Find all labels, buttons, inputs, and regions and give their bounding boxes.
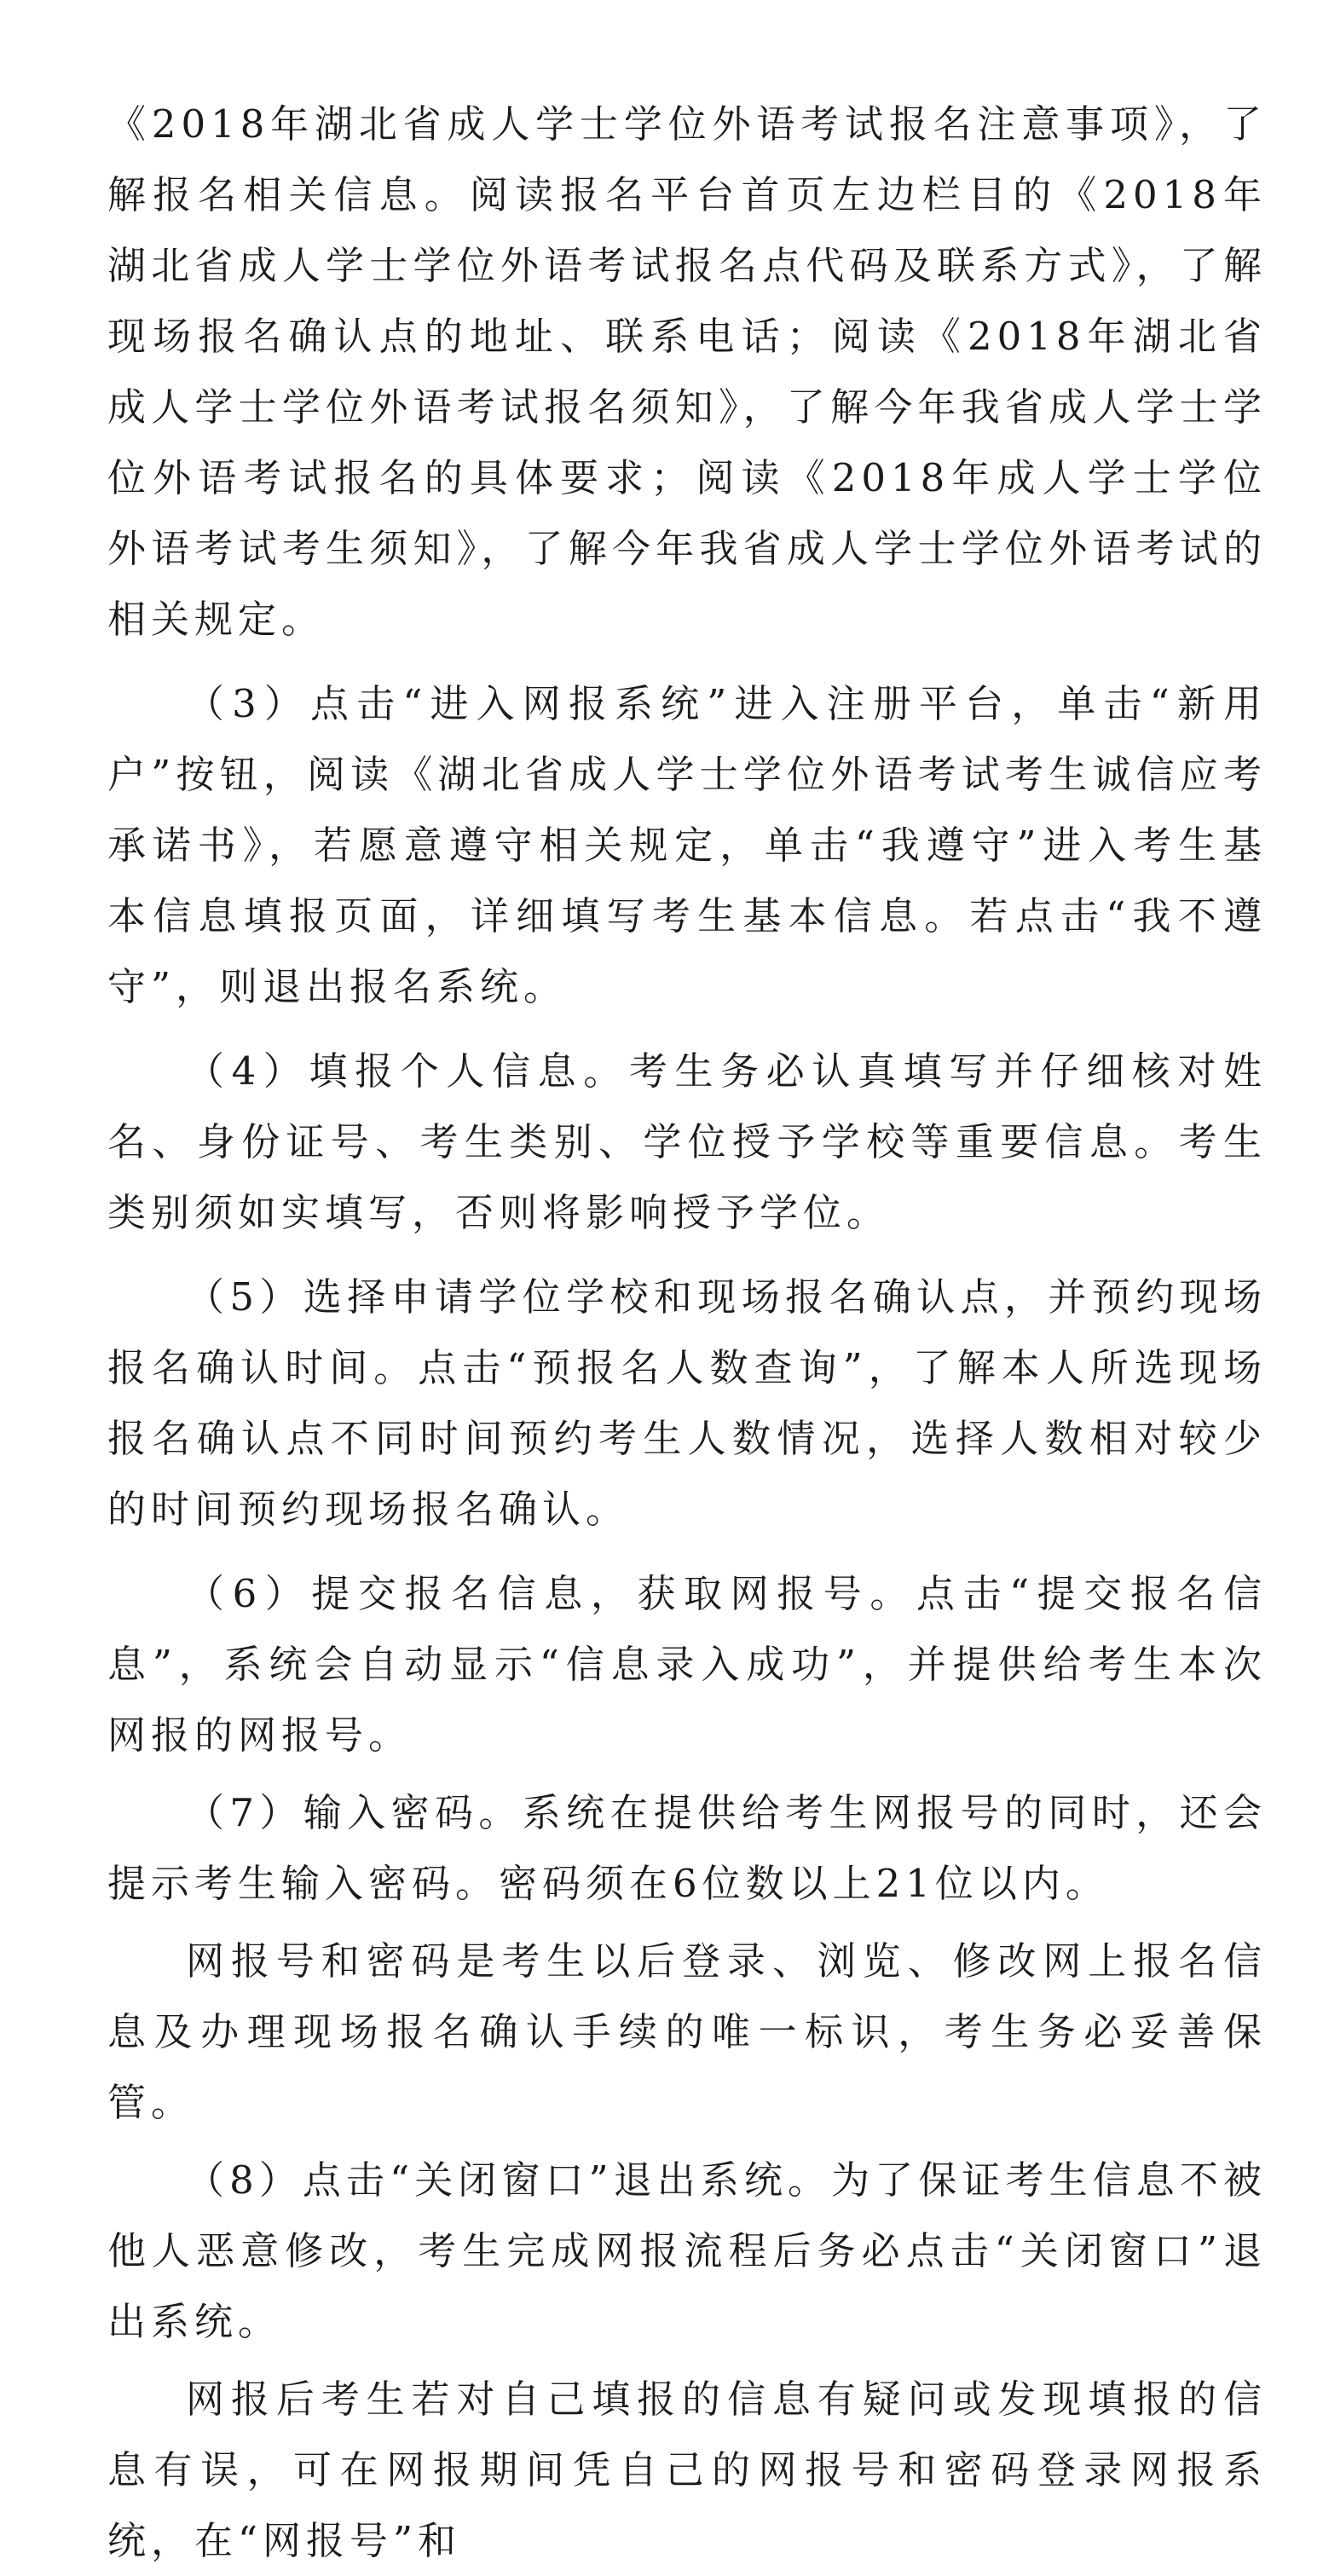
paragraph-step-7: （7）输入密码。系统在提供给考生网报号的同时，还会提示考生输入密码。密码须在6位数以上21位以内。 [107,1790,1267,1906]
paragraph-step-8: （8）点击“关闭窗口”退出系统。为了保证考生信息不被他人恶意修改，考生完成网报流程后务必点击“关闭窗口”退出系统。 [107,2157,1267,2344]
paragraph-reading-instructions: 《2018年湖北省成人学士学位外语考试报名注意事项》，了解报名相关信息。阅读报名平台首页左边栏目的《2018年湖北省成人学士学位外语考试报名点代码及联系方式》，了解现场报名确认点的地址、联系电话；阅读《2018年湖北省成人学士学位外语考试报名须知》，了解今年我省成人学士学位外语考试报名的具体要求；阅读《2018年成人学士学位外语考试考生须知》，了解今年我省成人学士学位外语考试的相关规定。 [107,101,1267,642]
document-body [107,89,1267,2576]
paragraph-credentials-note: 网报号和密码是考生以后登录、浏览、修改网上报名信息及办理现场报名确认手续的唯一标识，考生务必妥善保管。 [107,1938,1267,2125]
paragraph-step-5: （5）选择申请学位学校和现场报名确认点，并预约现场报名确认时间。点击“预报名人数查询”，了解本人所选现场报名确认点不同时间预约考生人数情况，选择人数相对较少的时间预约现场报名确认。 [107,1274,1267,1532]
paragraph-step-6: （6）提交报名信息，获取网报号。点击“提交报名信息”，系统会自动显示“信息录入成功”，并提供给考生本次网报的网报号。 [107,1571,1267,1758]
paragraph-step-4: （4）填报个人信息。考生务必认真填写并仔细核对姓名、身份证号、考生类别、学位授予学校等重要信息。考生类别须如实填写，否则将影响授予学位。 [107,1048,1267,1235]
paragraph-correction-note: 网报后考生若对自己填报的信息有疑问或发现填报的信息有误，可在网报期间凭自己的网报号和密码登录网报系统，在“网报号”和 [107,2377,1267,2563]
paragraph-step-3: （3）点击“进入网报系统”进入注册平台，单击“新用户”按钮，阅读《湖北省成人学士学位外语考试考生诚信应考承诺书》，若愿意遵守相关规定，单击“我遵守”进入考生基本信息填报页面，详细填写考生基本信息。若点击“我不遵守”，则退出报名系统。 [107,681,1267,1009]
